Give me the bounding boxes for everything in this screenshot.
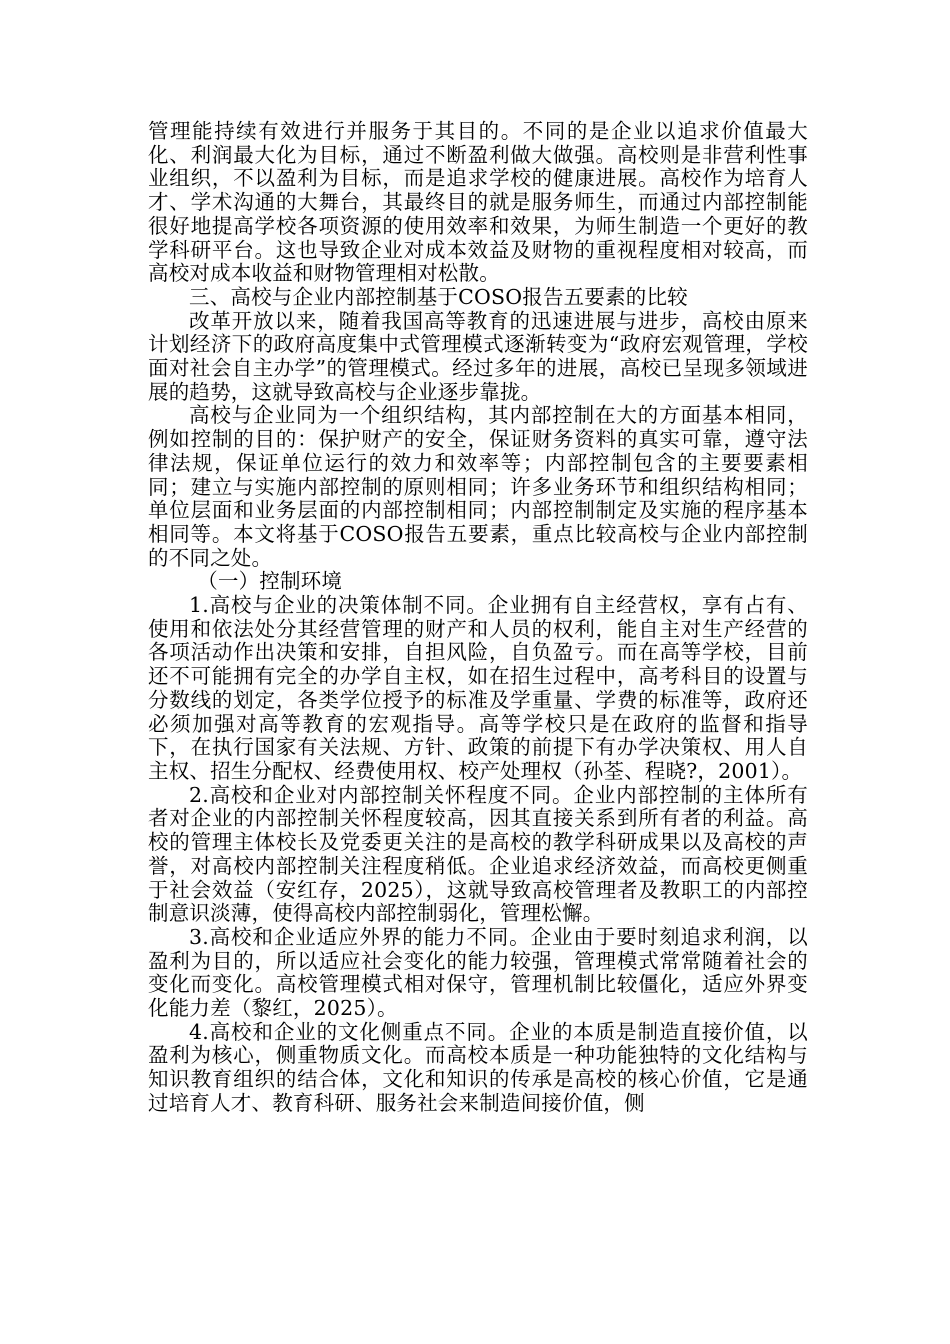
paragraph-reform: 改革开放以来，随着我国高等教育的迅速进展与进步，高校由原来计划经济下的政府高度集中式管理模式逐渐转变为“政府宏观管理，学校面对社会自主办学”的管理模式。经过多年的进展，高校已呈现多领域进展的趋势，这就导致高校与企业逐步靠拢。 (148, 308, 808, 404)
paragraph-item-3: 3.高校和企业适应外界的能力不同。企业由于要时刻追求利润，以盈利为目的，所以适应社会变化的能力较强，管理模式常常随着社会的变化而变化。高校管理模式相对保守，管理机制比较僵化，适应外界变化能力差（黎红，2025）。 (148, 924, 808, 1021)
section-heading: 三、高校与企业内部控制基于COSO报告五要素的比较 (189, 284, 688, 309)
paragraph-item-2: 2.高校和企业对内部控制关怀程度不同。企业内部控制的主体所有者对企业的内部控制关怀程度较高，因其直接关系到所有者的利益。高校的管理主体校长及党委更关注的是高校的教学科研成果以及高校的声誉，对高校内部控制关注程度稍低。企业追求经济效益，而高校更侧重于社会效益（安红存，2025），这就导致高校管理者及教职工的内部控制意识淡薄，使得高校内部控制弱化，管理松懈。 (148, 782, 808, 926)
paragraph-continuation: 管理能持续有效进行并服务于其目的。不同的是企业以追求价值最大化、利润最大化为目标，通过不断盈利做大做强。高校则是非营利性事业组织，不以盈利为目标，而是追求学校的健康进展。高校作为培育人才、学术沟通的大舞台，其最终目的就是服务师生，而通过内部控制能很好地提高学校各项资源的使用效率和效果，为师生制造一个更好的教学科研平台。这也导致企业对成本效益及财物的重视程度相对较高，而高校对成本收益和财物管理相对松散。 (148, 119, 808, 286)
paragraph-item-1: 1.高校与企业的决策体制不同。企业拥有自主经营权，享有占有、使用和依法处分其经营管理的财产和人员的权利，能自主对生产经营的各项活动作出决策和安排，自担风险，自负盈亏。而在高等学校，目前还不可能拥有完全的办学自主权，如在招生过程中，高考科目的设置与分数线的划定，各类学位授予的标准及学重量、学费的标准等，政府还必须加强对高等教育的宏观指导。高等学校只是在政府的监督和指导下，在执行国家有关法规、方针、政策的前提下有办学决策权、用人自主权、招生分配权、经费使用权、校产处理权（孙荃、程晓?，2001）。 (148, 593, 808, 783)
paragraph-common-ground: 高校与企业同为一个组织结构，其内部控制在大的方面基本相同，例如控制的目的：保护财产的安全，保证财务资料的真实可靠，遵守法律法规，保证单位运行的效力和效率等；内部控制包含的主要要素相同；建立与实施内部控制的原则相同；许多业务环节和组织结构相同；单位层面和业务层面的内部控制相同；内部控制制定及实施的程序基本相同等。本文将基于COSO报告五要素，重点比较高校与企业内部控制的不同之处。 (148, 403, 808, 570)
body-text (148, 120, 808, 1116)
subsection-heading-control-environment: （一）控制环境 (197, 569, 343, 594)
paragraph-item-4: 4.高校和企业的文化侧重点不同。企业的本质是制造直接价值，以盈利为核心，侧重物质文化。而高校本质是一种功能独特的文化结构与知识教育组织的结合体，文化和知识的传承是高校的核心价值，它是通过培育人才、教育科研、服务社会来制造间接价值，侧 (148, 1019, 808, 1115)
